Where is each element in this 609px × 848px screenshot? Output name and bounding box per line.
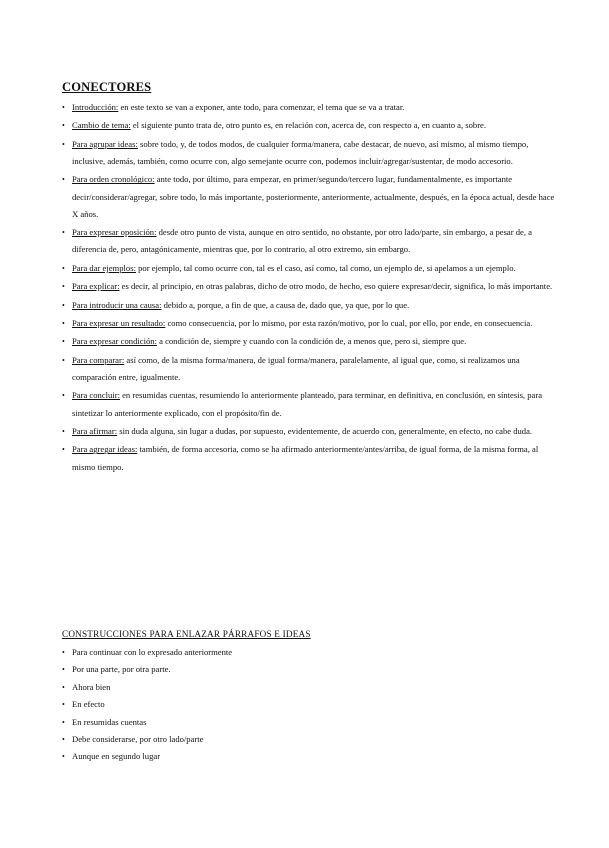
bullet: • [62, 752, 65, 762]
list-item [62, 644, 562, 661]
item-term: Para explicar: [72, 281, 120, 292]
bullet: • [62, 121, 65, 131]
item-term: Introducción: [72, 102, 119, 112]
bullet: • [62, 665, 65, 675]
bullet: • [62, 300, 65, 310]
item-term: Para orden cronológico: [72, 174, 155, 185]
list-item [62, 748, 562, 765]
list-item [62, 136, 562, 170]
list-item [62, 679, 562, 696]
item-text: es decir, al principio, en otras palabras, dicho de otro modo, de hecho, eso quiere expresar/decir, significa, lo más importante. [119, 281, 553, 292]
list-item [62, 278, 562, 295]
item-text: sin duda alguna, sin lugar a dudas, por supuesto, evidentemente, de acuerdo con, generalmente, en efecto, no cabe duda. [117, 425, 533, 436]
list-item [62, 333, 562, 350]
item-text: también, de forma accesoria, como se ha afirmado anteriormente/antes/arriba, de igual forma, de la misma forma, al mismo tiempo. [72, 444, 539, 472]
item-term: Para agrupar ideas: [72, 138, 138, 149]
item-text: ante todo, por último, para empezar, en primer/segundo/tercero lugar, fundamentalmente, es importante decir/considerar/agregar, sobre todo, lo más importante, posteriormente, anteriormente, actualmente, después, en la época actual, desde hace X años. [72, 174, 555, 219]
item-term: Para afirmar: [72, 425, 118, 436]
bullet: • [62, 648, 65, 657]
bullet: • [62, 337, 65, 347]
section-subtitle: CONSTRUCCIONES PARA ENLAZAR PÁRRAFOS E IDEAS [62, 629, 311, 639]
item-term: Para expresar un resultado: [72, 317, 166, 328]
item-text: en resumidas cuentas, resumiendo lo anteriormente planteado, para terminar, en definitiva, en conclusión, en síntesis, para sintetizar lo anteriormente explicado, con el propósito/fin de. [72, 390, 543, 418]
bullet: • [62, 282, 65, 292]
item-text: así como, de la misma forma/manera, de igual forma/manera, paralelamente, al igual que, como, si realizamos una comparación entre, igualmente. [72, 354, 520, 382]
list-item [62, 117, 562, 134]
list-item [62, 423, 562, 440]
list-item [62, 661, 562, 678]
item-text: sobre todo, y, de todos modos, de cualquier forma/manera, cabe destacar, de nuevo, así mismo, al mismo tiempo, inclusive, además, también, como ocurre con, algo semejante ocurre con, podemos incluir/agregar/sustentar, de modo accesorio. [72, 138, 529, 166]
list-item [62, 260, 562, 277]
item-text: en este texto se van a exponer, ante todo, para comenzar, el tema que se va a tratar. [118, 102, 405, 112]
item-term: Para introducir una causa: [72, 299, 162, 310]
item-text: Ahora bien [72, 681, 111, 692]
list-item [62, 315, 562, 332]
item-text: Por una parte, por otra parte. [72, 664, 171, 675]
bullet: • [62, 355, 65, 365]
bullet: • [62, 318, 65, 328]
list-item [62, 297, 562, 314]
item-term: Para expresar oposición: [72, 227, 157, 238]
connectors-list [62, 99, 562, 477]
list-item [62, 731, 562, 748]
item-term: Para comparar: [72, 354, 125, 365]
bullet: • [62, 228, 65, 238]
item-term: Para dar ejemplos: [72, 262, 136, 273]
list-item [62, 441, 562, 475]
list-item [62, 171, 562, 223]
item-text: el siguiente punto trata de, otro punto es, en relación con, acerca de, con respecto a, en cuanto a, sobre. [130, 120, 487, 131]
bullet: • [62, 103, 65, 112]
bullet: • [62, 426, 65, 436]
item-term: Para concluir: [72, 390, 120, 401]
list-item [62, 714, 562, 731]
bullet: • [62, 139, 65, 149]
item-term: Para expresar condición: [72, 336, 157, 347]
item-text: Debe considerarse, por otro lado/parte [72, 734, 204, 745]
constructions-list [62, 644, 562, 766]
item-text: a condición de, siempre y cuando con la condición de, a menos que, pero si, siempre que. [156, 336, 467, 347]
list-item [62, 387, 562, 421]
item-text: En efecto [72, 699, 105, 710]
item-text: debido a, porque, a fin de que, a causa de, dado que, ya que, por lo que. [161, 299, 410, 310]
bullet: • [62, 735, 65, 745]
item-text: Aunque en segundo lugar [72, 751, 161, 762]
item-text: Para continuar con lo expresado anteriormente [72, 647, 233, 657]
bullet: • [62, 391, 65, 401]
page-title: CONECTORES [62, 80, 152, 94]
list-item [62, 352, 562, 386]
bullet: • [62, 263, 65, 273]
item-text: desde otro punto de vista, aunque en otro sentido, no obstante, por otro lado/parte, sin embargo, a pesar de, a diferencia de, pero, antagónicamente, mientras que, por lo contrario, al otro extremo, sin embargo. [72, 227, 532, 255]
list-item [62, 224, 562, 258]
list-item [62, 99, 562, 116]
list-item [62, 696, 562, 713]
bullet: • [62, 717, 65, 727]
bullet: • [62, 682, 65, 692]
bullet: • [62, 445, 65, 455]
item-term: Para agregar ideas: [72, 444, 138, 455]
bullet: • [62, 175, 65, 185]
item-text: como consecuencia, por lo mismo, por esta razón/motivo, por lo cual, por ello, por ende, en consecuencia. [165, 317, 533, 328]
item-term: Cambio de tema: [72, 120, 131, 131]
item-text: por ejemplo, tal como ocurre con, tal es el caso, así como, tal como, un ejemplo de, si apelamos a un ejemplo. [135, 262, 516, 273]
bullet: • [62, 700, 65, 710]
item-text: En resumidas cuentas [72, 716, 147, 727]
